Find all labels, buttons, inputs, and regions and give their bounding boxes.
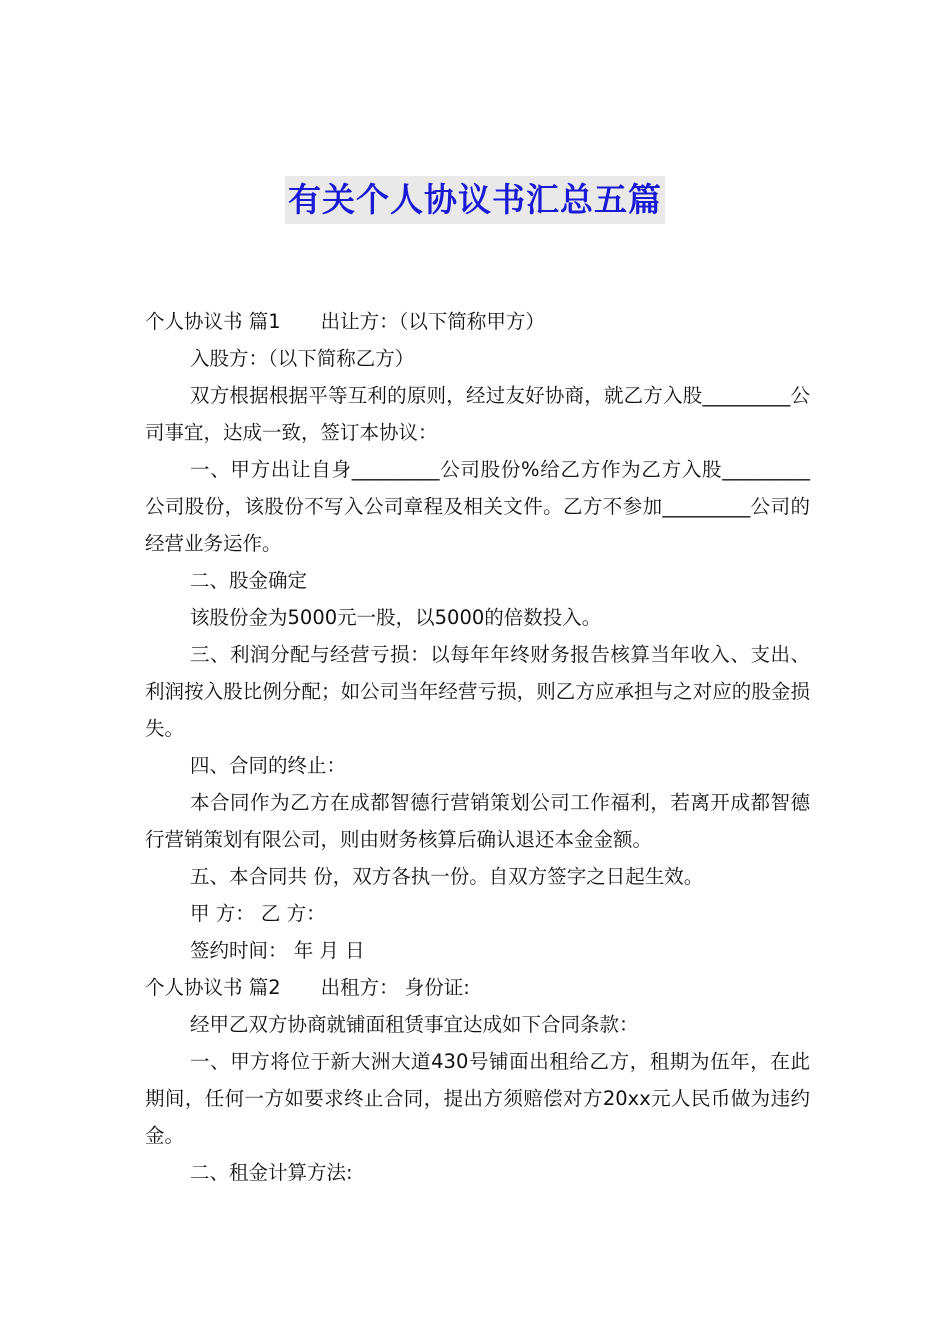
document-body <box>145 303 810 1191</box>
section-1-heading <box>145 303 810 340</box>
signature-line: 甲 方： 乙 方： <box>190 902 326 925</box>
paragraph: 三、利润分配与经营亏损：以每年年终财务报告核算当年收入、支出、利润按入股比例分配；如公司当年经营亏损，则乙方应承担与之对应的股金损失。 <box>145 643 810 740</box>
paragraph: 二、股金确定 <box>190 569 308 592</box>
date-line: 签约时间： 年 月 日 <box>190 939 365 962</box>
paragraph: 该股份金为5000元一股，以5000的倍数投入。 <box>190 606 602 629</box>
paragraph: 五、本合同共 份，双方各执一份。自双方签字之日起生效。 <box>190 865 704 888</box>
paragraph: 本合同作为乙方在成都智德行营销策划公司工作福利，若离开成都智德行营销策划有限公司，则由财务核算后确认退还本金金额。 <box>145 791 810 851</box>
paragraph: 入股方：（以下简称乙方） <box>190 347 415 370</box>
paragraph: 二、租金计算方法: <box>190 1161 353 1184</box>
title-container <box>0 176 950 224</box>
section-2-heading-rest: 出租方： 身份证: <box>320 976 470 999</box>
paragraph: 一、甲方出让自身_________公司股份%给乙方作为乙方入股_________公司股份，该股份不写入公司章程及相关文件。乙方不参加_________公司的经营业务运作。 <box>145 458 810 555</box>
paragraph: 双方根据根据平等互利的原则，经过友好协商，就乙方入股_________公司事宜，达成一致，签订本协议： <box>145 384 810 444</box>
document-title: 有关个人协议书汇总五篇 <box>285 176 665 224</box>
paragraph: 一、甲方将位于新大洲大道430号铺面出租给乙方，租期为伍年，在此期间，任何一方如要求终止合同，提出方须赔偿对方20xx元人民币做为违约金。 <box>145 1050 810 1147</box>
section-2-heading <box>145 969 810 1006</box>
paragraph: 经甲乙双方协商就铺面租赁事宜达成如下合同条款： <box>190 1013 639 1036</box>
section-1-heading-rest: 出让方：（以下简称甲方） <box>320 310 545 333</box>
section-1-label: 个人协议书 篇1 <box>145 310 281 333</box>
paragraph: 四、合同的终止： <box>190 754 347 777</box>
section-2-label: 个人协议书 篇2 <box>145 976 281 999</box>
